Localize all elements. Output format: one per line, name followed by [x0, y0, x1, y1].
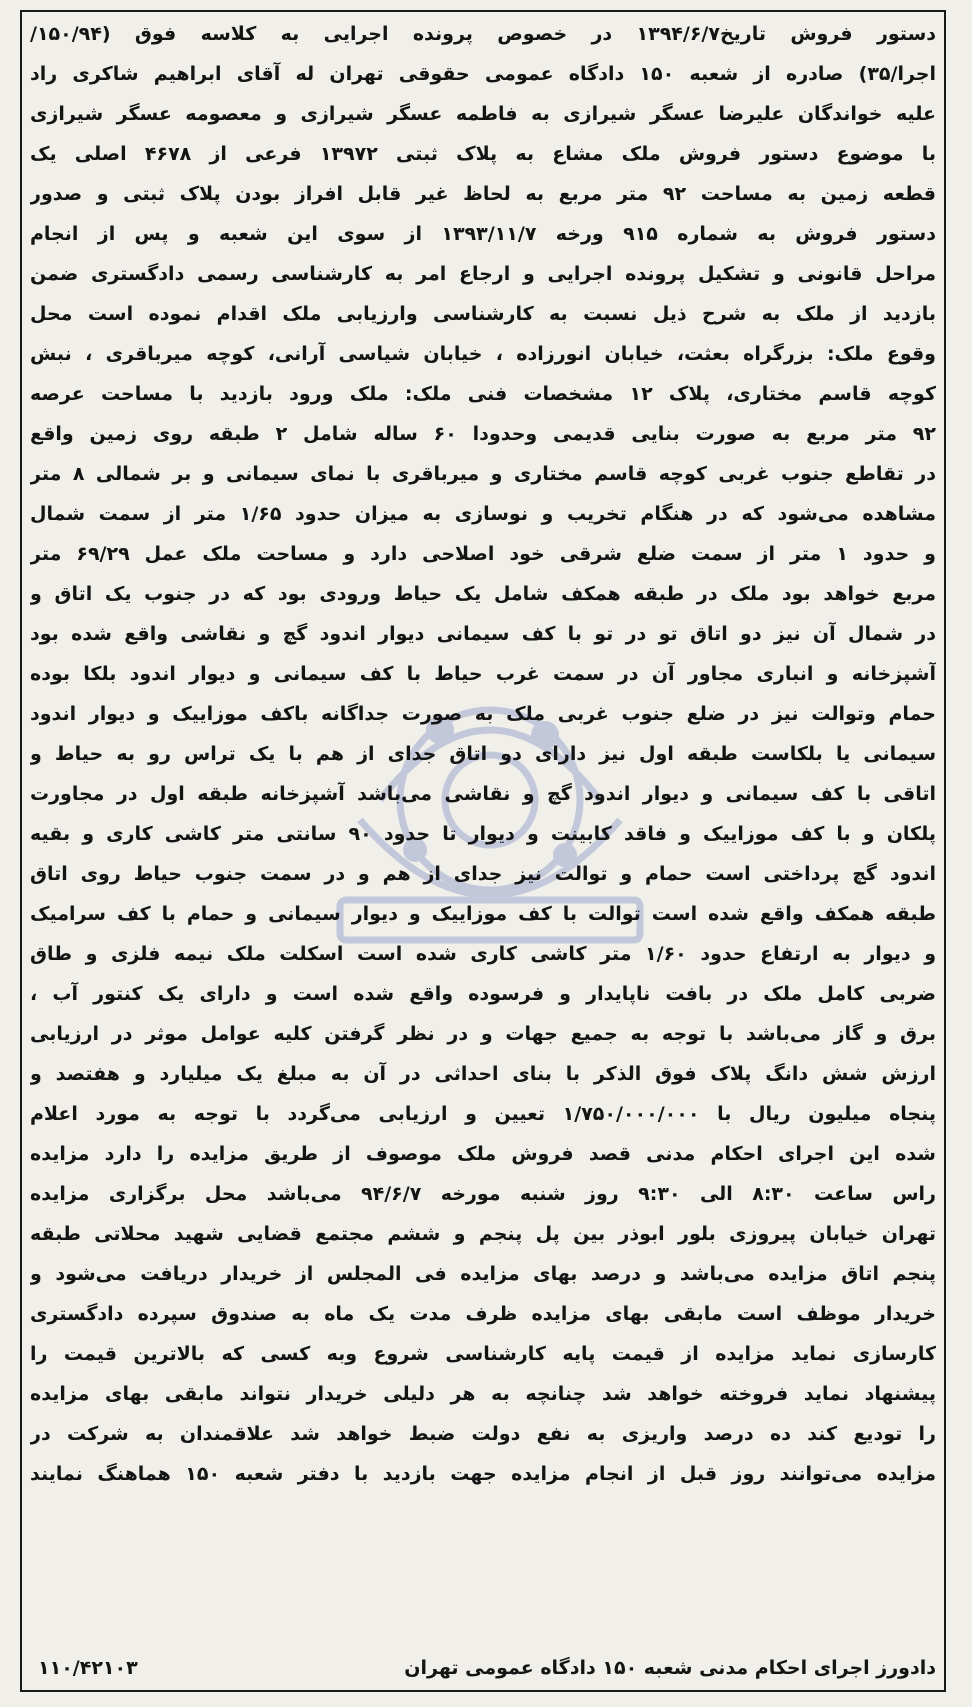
notice-line: کوچه قاسم مختاری، پلاک ۱۲ مشخصات فنی ملک: ملک ورود بازدید با مساحت عرصه [30, 383, 936, 405]
notice-line: شده این اجرای احکام مدنی قصد فروش ملک موصوف از طریق مزایده را دارد مزایده [30, 1143, 936, 1165]
notice-line: ضربی کامل ملک در بافت ناپایدار و فرسوده واقع شده است و دارای یک کنتور آب ، [30, 983, 936, 1005]
signature-line: دادورز اجرای احکام مدنی شعبه ۱۵۰ دادگاه عمومی تهران [404, 1657, 936, 1679]
notice-line: دستور فروش به شماره ۹۱۵ ورخه ۱۳۹۳/۱۱/۷ از سوی این شعبه و پس از انجام [30, 223, 936, 245]
notice-line: مزایده می‌توانند روز قبل از انجام مزایده جهت بازدید با دفتر شعبه ۱۵۰ هماهنگ نمایند [30, 1463, 936, 1485]
notice-line: وقوع ملک: بزرگراه بعثت، خیابان انورزاده ، خیابان شیاسی آرانی، کوچه میرباقری ، نبش [30, 343, 936, 365]
notice-line: برق و گاز می‌باشد با توجه به جمیع جهات و در نظر گرفتن کلیه عوامل موثر در ارزیابی [30, 1023, 936, 1045]
notice-line: تهران خیابان پیروزی بلور ابوذر بین پل پنجم و ششم مجتمع قضایی شهید محلاتی طبقه [30, 1223, 936, 1245]
notice-line: مشاهده می‌شود که در هنگام تخریب و نوسازی به میزان حدود ۱/۶۵ متر از سمت شمال [30, 503, 936, 525]
notice-line: و دیوار به ارتفاع حدود ۱/۶۰ متر کاشی کاری شده است اسکلت ملک نیمه فلزی و طاق [30, 943, 936, 965]
notice-line: اجرا/۳۵) صادره از شعبه ۱۵۰ دادگاه عمومی حقوقی تهران له آقای ابراهیم شاکری راد [30, 63, 936, 85]
notice-line: خریدار موظف است مابقی بهای مزایده ظرف مدت یک ماه به صندوق سپرده دادگستری [30, 1303, 936, 1325]
notice-line: طبقه همکف واقع شده است توالت با کف موزاییک و دیوار سیمانی و حمام با کف سرامیک [30, 903, 936, 925]
notice-line: در تقاطع جنوب غربی کوچه قاسم مختاری و میرباقری با نمای سیمانی و بر شمالی ۸ متر [30, 463, 936, 485]
notice-line: قطعه زمین به مساحت ۹۲ متر مربع به لحاظ غیر قابل افراز بودن پلاک ثبتی و صدور [30, 183, 936, 205]
notice-line: پنجاه میلیون ریال با ۱/۷۵۰/۰۰۰/۰۰۰ تعیین و ارزیابی می‌گردد با توجه به مورد اعلام [30, 1103, 936, 1125]
notice-body [30, 14, 936, 1534]
notice-line: با موضوع دستور فروش ملک مشاع به پلاک ثبتی ۱۳۹۷۲ فرعی از ۴۶۷۸ اصلی یک [30, 143, 936, 165]
notice-line: در شمال آن نیز دو اتاق تو در تو با کف سیمانی دیوار اندود گچ و نقاشی واقع شده بود [30, 623, 936, 645]
notice-line: مراحل قانونی و تشکیل پرونده اجرایی و ارجاع امر به کارشناسی رسمی دادگستری ضمن [30, 263, 936, 285]
notice-line [30, 1494, 936, 1534]
notice-line: ارزش شش دانگ پلاک فوق الذکر با بنای احداثی در آن به مبلغ یک میلیارد و هفتصد و [30, 1063, 936, 1085]
notice-line: علیه خواندگان علیرضا عسگر شیرازی به فاطمه عسگر شیرازی و معصومه عسگر شیرازی [30, 103, 936, 125]
notice-line: آشپزخانه و انباری مجاور آن در سمت غرب حیاط با کف سیمانی و دیوار اندود بلکا بوده [30, 663, 936, 685]
notice-line: ۹۲ متر مربع به صورت بنایی قدیمی وحدودا ۶۰ ساله شامل ۲ طبقه روی زمین واقع [30, 423, 936, 445]
notice-footer [30, 1652, 936, 1684]
notice-line: و حدود ۱ متر از سمت ضلع شرقی خود اصلاحی دارد و مساحت ملک عمل ۶۹/۲۹ متر [30, 543, 936, 565]
notice-line: سیمانی یا بلکاست طبقه اول نیز دارای دو اتاق جدای از هم با یک تراس رو به حیاط و [30, 743, 936, 765]
notice-line: را تودیع کند ده درصد واریزی به نفع دولت ضبط خواهد شد علاقمندان به شرکت در [30, 1423, 936, 1445]
notice-line: دستور فروش تاریخ۱۳۹۴/۶/۷ در خصوص پرونده اجرایی به کلاسه فوق (۱۵۰/۹۴/ [30, 23, 936, 45]
notice-line: اندود گچ پرداختی است حمام و توالت نیز جدای از هم و در سمت جنوب حیاط روی اتاق [30, 863, 936, 885]
notice-line: حمام وتوالت نیز در ضلع جنوب غربی ملک به صورت جداگانه باکف موزاییک و دیوار اندود [30, 703, 936, 725]
notice-line: مربع خواهد بود ملک در طبقه همکف شامل یک حیاط ورودی بود که در جنوب یک اتاق و [30, 583, 936, 605]
notice-line: بازدید از ملک به شرح ذیل نسبت به کارشناسی وارزیابی ملک اقدام نموده است محل [30, 303, 936, 325]
notice-line: پلکان و با کف موزاییک و فاقد کابینت و دیوار تا حدود ۹۰ سانتی متر کاشی کاری و بقیه [30, 823, 936, 845]
notice-line: راس ساعت ۸:۳۰ الی ۹:۳۰ روز شنبه مورخه ۹۴/۶/۷ می‌باشد محل برگزاری مزایده [30, 1183, 936, 1205]
notice-line: پنجم اتاق مزایده می‌باشد و درصد بهای مزایده فی المجلس از خریدار دریافت می‌شود و [30, 1263, 936, 1285]
notice-line: اتاقی با کف سیمانی و دیوار اندود گچ و نقاشی می‌باشد آشپزخانه طبقه اول در مجاورت [30, 783, 936, 805]
notice-code: ۱۱۰/۴۲۱۰۳ [38, 1657, 138, 1679]
notice-line: پیشنهاد نماید فروخته خواهد شد چنانچه به هر دلیلی خریدار نتواند مابقی بهای مزایده [30, 1383, 936, 1405]
notice-line: کارسازی نماید مزایده از قیمت پایه کارشناسی شروع وبه کسی که بالاترین قیمت را [30, 1343, 936, 1365]
